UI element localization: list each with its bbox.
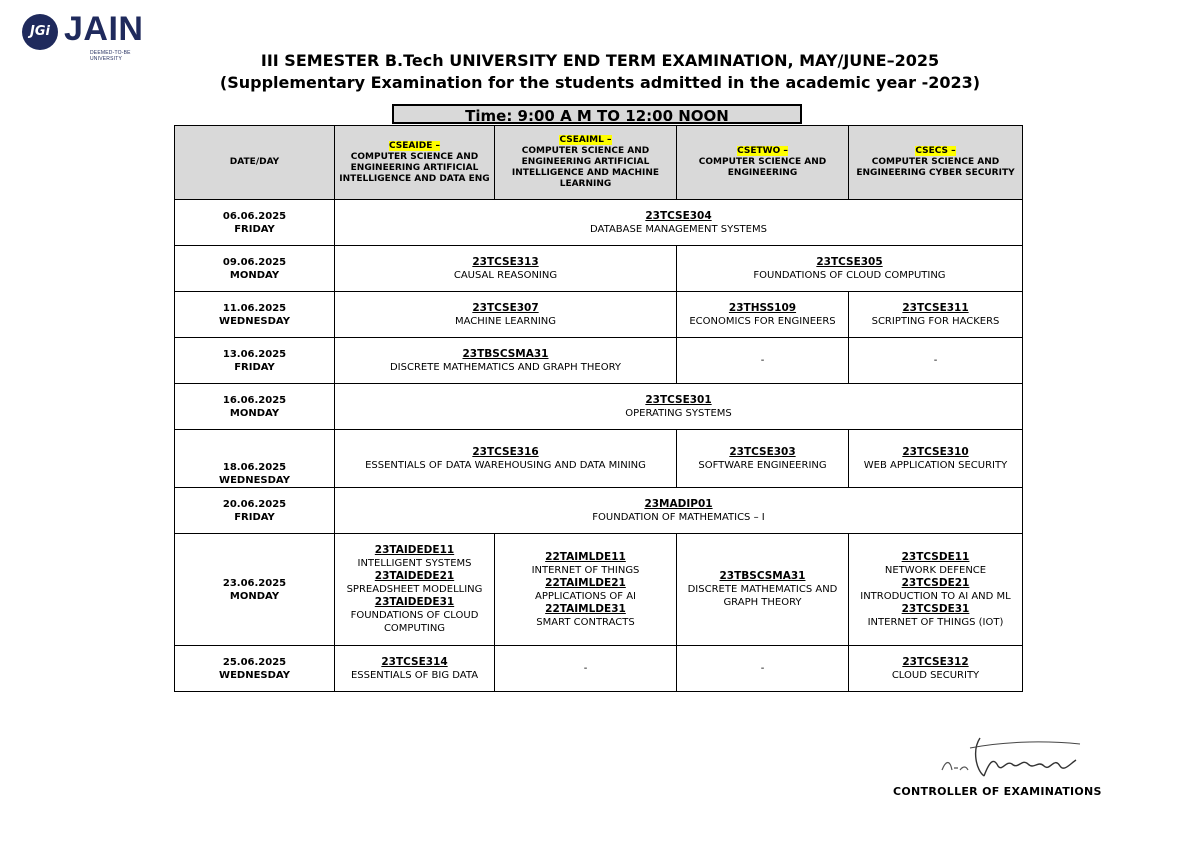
exam-cell: 23TCSE312 CLOUD SECURITY bbox=[849, 646, 1023, 692]
logo-wordmark: JAIN bbox=[64, 10, 144, 48]
empty-cell: - bbox=[495, 646, 677, 692]
branch-header-cseaide: CSEAIDE – COMPUTER SCIENCE AND ENGINEERING ARTIFICIAL INTELLIGENCE AND DATA ENG bbox=[335, 126, 495, 200]
empty-cell: - bbox=[849, 338, 1023, 384]
exam-cell: 23TCSE314 ESSENTIALS OF BIG DATA bbox=[335, 646, 495, 692]
exam-cell: 23MADIP01 FOUNDATION OF MATHEMATICS – I bbox=[335, 488, 1023, 534]
exam-cell: 23THSS109 ECONOMICS FOR ENGINEERS bbox=[677, 292, 849, 338]
exam-cell: 23TCSE303 SOFTWARE ENGINEERING bbox=[677, 430, 849, 488]
header-row bbox=[175, 126, 1023, 200]
title-line-2: (Supplementary Examination for the students admitted in the academic year -2023) bbox=[219, 73, 981, 92]
table-row bbox=[175, 488, 1023, 534]
date-cell: 16.06.2025 MONDAY bbox=[175, 384, 335, 430]
table-row bbox=[175, 338, 1023, 384]
exam-cell: 23TCSE313 CAUSAL REASONING bbox=[335, 246, 677, 292]
timetable bbox=[174, 125, 1023, 692]
controller-of-examinations: CONTROLLER OF EXAMINATIONS bbox=[893, 785, 1102, 798]
empty-cell: - bbox=[677, 646, 849, 692]
jain-logo bbox=[22, 10, 162, 62]
branch-header-cseaiml: CSEAIML – COMPUTER SCIENCE AND ENGINEERING ARTIFICIAL INTELLIGENCE AND MACHINE LEARNING bbox=[495, 126, 677, 200]
branch-header-csecs: CSECS – COMPUTER SCIENCE AND ENGINEERING CYBER SECURITY bbox=[849, 126, 1023, 200]
logo-tagline: DEEMED-TO-BE UNIVERSITY bbox=[90, 50, 131, 62]
exam-cell: 23TAIDEDE11 INTELLIGENT SYSTEMS 23TAIDEDE21 SPREADSHEET MODELLING 23TAIDEDE31 FOUNDATIONS OF CLOUD COMPUTING bbox=[335, 534, 495, 646]
date-cell: 23.06.2025 MONDAY bbox=[175, 534, 335, 646]
jgi-badge: JGi bbox=[22, 14, 58, 50]
table-row bbox=[175, 200, 1023, 246]
title-line-1: III SEMESTER B.Tech UNIVERSITY END TERM EXAMINATION, MAY/JUNE–2025 bbox=[260, 51, 940, 70]
exam-cell: 23TBSCSMA31 DISCRETE MATHEMATICS AND GRAPH THEORY bbox=[677, 534, 849, 646]
table-row bbox=[175, 430, 1023, 488]
table-row bbox=[175, 646, 1023, 692]
exam-time: Time: 9:00 A M TO 12:00 NOON bbox=[392, 104, 802, 124]
date-cell: 18.06.2025 WEDNESDAY bbox=[175, 430, 335, 488]
exam-cell: 23TCSDE11 NETWORK DEFENCE 23TCSDE21 INTRODUCTION TO AI AND ML 23TCSDE31 INTERNET OF THINGS (IOT) bbox=[849, 534, 1023, 646]
date-cell: 25.06.2025 WEDNESDAY bbox=[175, 646, 335, 692]
exam-cell: 23TCSE310 WEB APPLICATION SECURITY bbox=[849, 430, 1023, 488]
exam-cell: 23TCSE304 DATABASE MANAGEMENT SYSTEMS bbox=[335, 200, 1023, 246]
date-cell: 09.06.2025 MONDAY bbox=[175, 246, 335, 292]
table-row bbox=[175, 534, 1023, 646]
exam-cell: 23TCSE301 OPERATING SYSTEMS bbox=[335, 384, 1023, 430]
date-day-header: DATE/DAY bbox=[175, 126, 335, 200]
exam-title bbox=[0, 50, 1200, 94]
date-cell: 06.06.2025 FRIDAY bbox=[175, 200, 335, 246]
table-row bbox=[175, 246, 1023, 292]
exam-cell: 23TCSE307 MACHINE LEARNING bbox=[335, 292, 677, 338]
exam-cell: 23TCSE305 FOUNDATIONS OF CLOUD COMPUTING bbox=[677, 246, 1023, 292]
date-cell: 13.06.2025 FRIDAY bbox=[175, 338, 335, 384]
branch-header-csetwo: CSETWO – COMPUTER SCIENCE AND ENGINEERING bbox=[677, 126, 849, 200]
exam-cell: 23TCSE311 SCRIPTING FOR HACKERS bbox=[849, 292, 1023, 338]
table-row bbox=[175, 292, 1023, 338]
empty-cell: - bbox=[677, 338, 849, 384]
date-cell: 20.06.2025 FRIDAY bbox=[175, 488, 335, 534]
exam-cell: 23TBSCSMA31 DISCRETE MATHEMATICS AND GRAPH THEORY bbox=[335, 338, 677, 384]
table-row bbox=[175, 384, 1023, 430]
exam-cell: 22TAIMLDE11 INTERNET OF THINGS 22TAIMLDE21 APPLICATIONS OF AI 22TAIMLDE31 SMART CONTRACTS bbox=[495, 534, 677, 646]
date-cell: 11.06.2025 WEDNESDAY bbox=[175, 292, 335, 338]
exam-cell: 23TCSE316 ESSENTIALS OF DATA WAREHOUSING AND DATA MINING bbox=[335, 430, 677, 488]
signature-image bbox=[940, 730, 1090, 785]
